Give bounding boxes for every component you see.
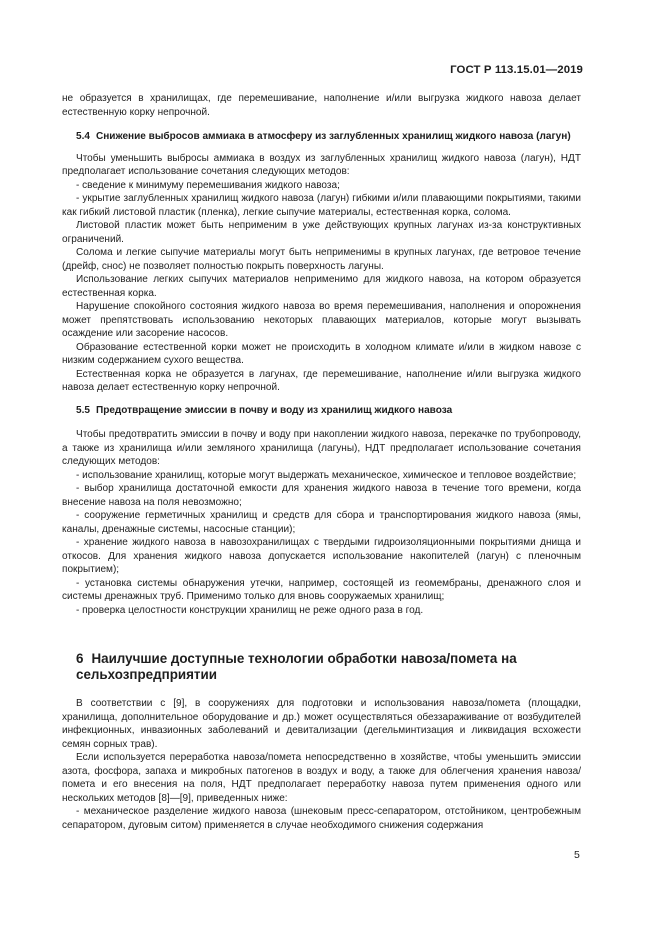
section-number: 6 bbox=[76, 651, 84, 666]
section-5-5-heading bbox=[62, 404, 581, 418]
list-item: - хранение жидкого навоза в навозохранилищах с твердыми гидроизоляционными покрытиями днища и откосов. Для хранения жидкого навоза допускается использование накопителей (лагун) с пленочным покрытием); bbox=[62, 537, 581, 575]
list-item: - сведение к минимуму перемешивания жидкого навоза; bbox=[76, 179, 340, 191]
section-number: 5.5 bbox=[76, 404, 90, 416]
paragraph: Чтобы уменьшить выбросы аммиака в воздух из заглубленных хранилищ жидкого навоза (лагун), НДТ предполагает использование сочетания следующих методов: bbox=[62, 152, 581, 177]
list-item: - сооружение герметичных хранилищ и средств для сбора и транспортирования жидкого навоза (ямы, каналы, дренажные системы, насосные станции); bbox=[62, 510, 581, 535]
list-item: - механическое разделение жидкого навоза (шнековым пресс-сепаратором, отстойником, центробежным сепаратором, дуговым ситом) применяется в случае необходимого снижения содержания bbox=[62, 806, 581, 831]
list-item: - выбор хранилища достаточной емкости для хранения жидкого навоза в течение того времени, когда внесение навоза на поля невозможно; bbox=[62, 483, 581, 508]
paragraph: В соответствии с [9], в сооружениях для подготовки и использования навоза/помета (площадки, хранилища, дополнительное оборудование и др.) может осуществляться обеззараживание от возбудителей инфекционных, инвазионных заболеваний и девитализации (дегельминтизация и ликвидация всхожести семян сорных трав). bbox=[62, 698, 581, 750]
paragraph: Естественная корка не образуется в лагунах, где перемешивание, наполнение и/или выгрузка жидкого навоза делает естественную корку непрочной. bbox=[62, 368, 581, 393]
paragraph: Листовой пластик может быть неприменим в уже действующих крупных лагунах из-за конструктивных ограничений. bbox=[62, 220, 581, 245]
section-title: Снижение выбросов аммиака в атмосферу из заглубленных хранилищ жидкого навоза (лагун) bbox=[95, 131, 571, 142]
paragraph: Солома и легкие сыпучие материалы могут быть неприменимы в крупных лагунах, где ветровое течение (дрейф, снос) не позволяет полностью покрыть поверхность лагуны. bbox=[62, 247, 581, 272]
section-title: Предотвращение эмиссии в почву и воду из хранилищ жидкого навоза bbox=[95, 404, 453, 416]
section-5-4-heading bbox=[62, 130, 581, 144]
list-item: - проверка целостности конструкции хранилищ не реже одного раза в год. bbox=[76, 604, 424, 616]
list-item: - использование хранилищ, которые могут выдержать механическое, химическое и тепловое воздействие; bbox=[76, 469, 577, 481]
standard-header: ГОСТ Р 113.15.01—2019 bbox=[450, 64, 583, 76]
section-number: 5.4 bbox=[76, 131, 90, 142]
page-number: 5 bbox=[574, 849, 580, 861]
intro-paragraph: не образуется в хранилищах, где перемешивание, наполнение и/или выгрузка жидкого навоза делает естественную корку непрочной. bbox=[62, 93, 581, 118]
section-6-heading bbox=[62, 651, 581, 683]
list-item: - укрытие заглубленных хранилищ жидкого навоза (лагун) гибкими и/или плавающими покрытиями, такими как гибкий листовой пластик (пленка), легкие сыпучие материалы, естественная корка, солома. bbox=[62, 193, 581, 218]
paragraph: Чтобы предотвратить эмиссии в почву и воду при накоплении жидкого навоза, перекачке по трубопроводу, а также из хранилища и/или земляного хранилища (лагуны), НДТ предполагает использование сочетания следующих методов: bbox=[62, 429, 581, 467]
document-body bbox=[62, 92, 581, 832]
paragraph: Если используется переработка навоза/помета непосредственно в хозяйстве, чтобы уменьшить эмиссии азота, фосфора, запаха и микробных патогенов в воздух и воду, а также для облегчения хранения навоза/помета и его внесения на поля, НДТ предполагает переработку навоза путем применения одного или нескольких методов [8]—[9], приведенных ниже: bbox=[62, 752, 581, 804]
section-title: Наилучшие доступные технологии обработки навоза/помета на сельхозпредприятии bbox=[76, 651, 517, 682]
paragraph: Образование естественной корки может не происходить в холодном климате и/или в жидком навозе с низким содержанием сухого вещества. bbox=[62, 341, 581, 366]
paragraph: Нарушение спокойного состояния жидкого навоза во время перемешивания, наполнения и опорожнения может препятствовать использованию некоторых плавающих материалов, которые могут вызывать осаждение или засорение насосов. bbox=[62, 301, 581, 339]
list-item: - установка системы обнаружения утечки, например, состоящей из геомембраны, дренажного слоя и системы дренажных труб. Применимо только для вновь сооружаемых хранилищ; bbox=[62, 577, 581, 602]
paragraph: Использование легких сыпучих материалов неприменимо для жидкого навоза, на котором образуется естественная корка. bbox=[62, 274, 581, 299]
